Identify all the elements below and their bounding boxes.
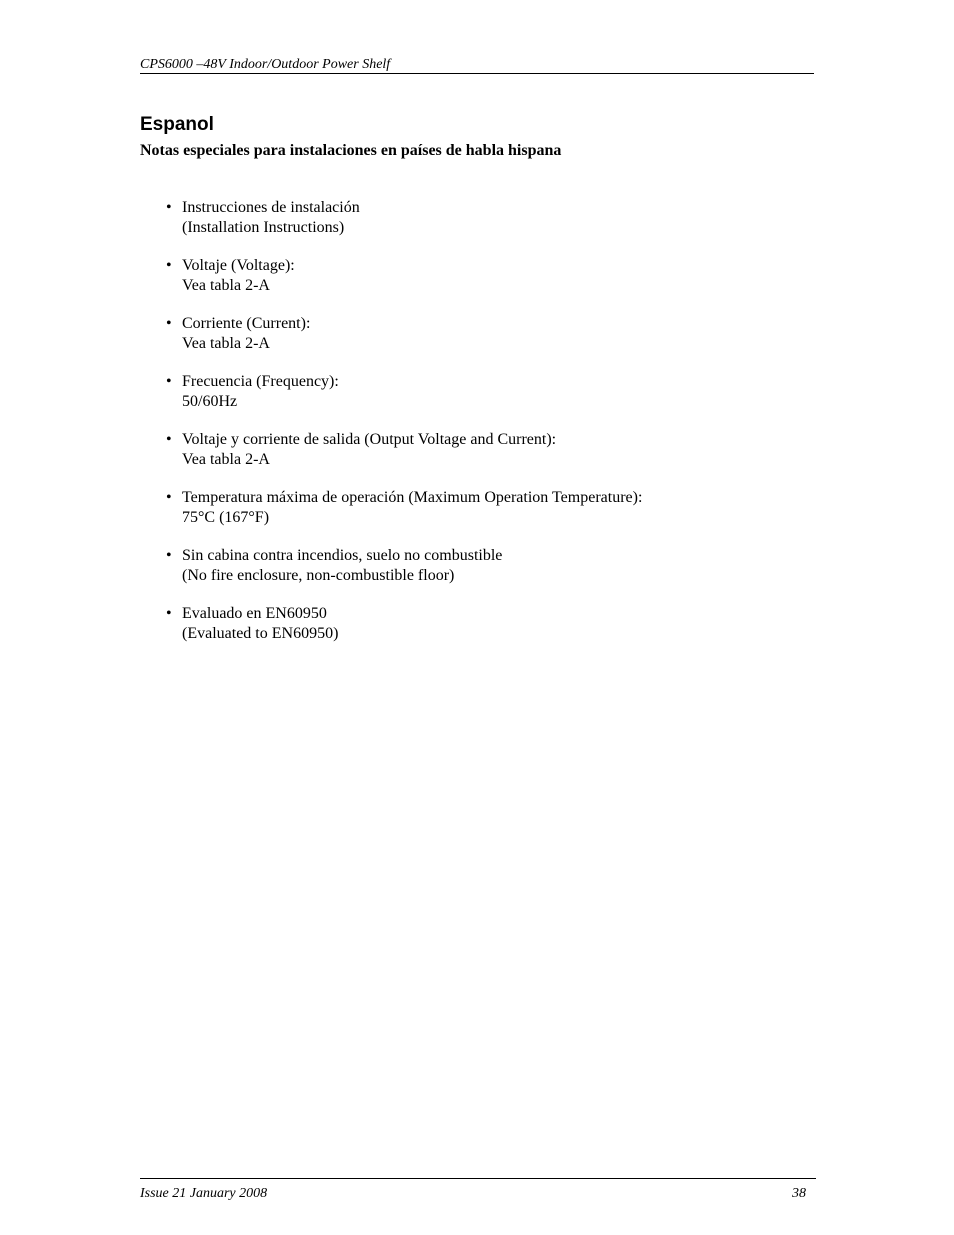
section-subtitle: Notas especiales para instalaciones en países de habla hispana [140,142,562,159]
bullet-icon: • [166,605,172,622]
list-item [166,198,642,237]
bullet-icon: • [166,489,172,506]
list-item-detail: (Evaluated to EN60950) [182,624,339,642]
list-item [166,546,642,585]
list-item [166,372,642,411]
list-item [166,256,642,295]
issue-date: Issue 21 January 2008 [140,1186,268,1201]
list-item-label: Temperatura máxima de operación (Maximum Operation Temperature): [182,489,643,506]
bullet-icon: • [166,199,172,216]
list-item-label: Instrucciones de instalación [182,199,360,216]
list-item [166,430,642,469]
list-item-detail: 75°C (167°F) [182,508,270,526]
page-number: 38 [792,1186,806,1201]
list-item-label: Voltaje (Voltage): [182,257,295,274]
list-item [166,604,642,643]
list-item-label: Voltaje y corriente de salida (Output Voltage and Current): [182,431,557,448]
list-item-label: Corriente (Current): [182,315,311,332]
page-footer [140,1178,816,1201]
running-title: CPS6000 –48V Indoor/Outdoor Power Shelf [140,57,391,72]
bullet-icon: • [166,373,172,390]
list-item-detail: (Installation Instructions) [182,218,345,236]
list-item-detail: Vea tabla 2-A [182,276,270,294]
list-item-detail: Vea tabla 2-A [182,450,270,468]
page-header [140,56,814,74]
bullet-icon: • [166,431,172,448]
section-title: Espanol [140,114,214,135]
list-item-label: Frecuencia (Frequency): [182,373,339,390]
list-item-detail: (No fire enclosure, non-combustible floor) [182,566,455,584]
list-item-detail: 50/60Hz [182,392,238,410]
bullet-icon: • [166,315,172,332]
list-item-label: Evaluado en EN60950 [182,605,327,622]
bullet-icon: • [166,547,172,564]
list-item [166,314,642,353]
specs-bullet-list [166,198,642,662]
list-item [166,488,642,527]
list-item-label: Sin cabina contra incendios, suelo no combustible [182,547,503,564]
list-item-detail: Vea tabla 2-A [182,334,270,352]
bullet-icon: • [166,257,172,274]
